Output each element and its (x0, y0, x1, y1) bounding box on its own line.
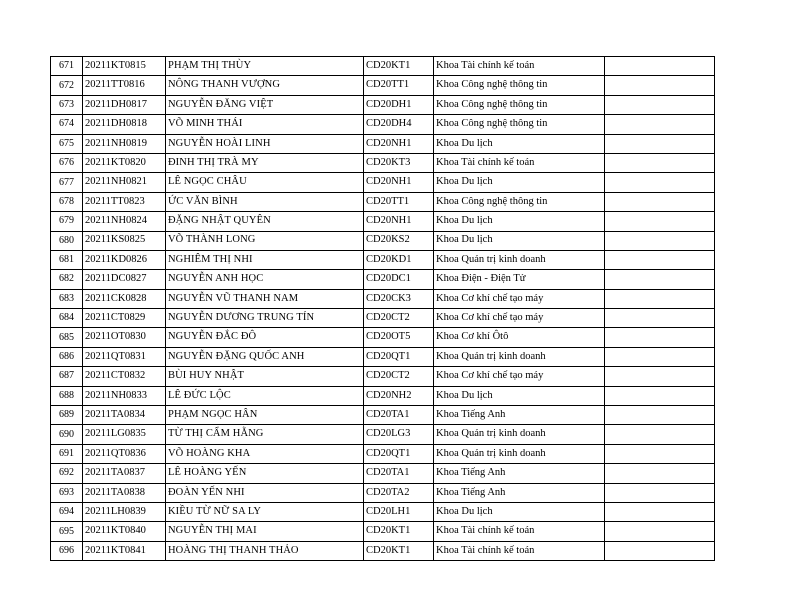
row-number: 686 (51, 347, 83, 366)
class-code: CD20NH1 (364, 173, 434, 192)
class-code: CD20CK3 (364, 289, 434, 308)
note-cell (605, 115, 715, 134)
student-name: NGUYỄN ANH HỌC (166, 270, 364, 289)
class-code: CD20NH2 (364, 386, 434, 405)
student-code: 20211KT0840 (83, 522, 166, 541)
class-code: CD20CT2 (364, 367, 434, 386)
table-row (51, 347, 715, 366)
department: Khoa Du lịch (434, 212, 605, 231)
student-code: 20211CK0828 (83, 289, 166, 308)
student-name: VÕ THÀNH LONG (166, 231, 364, 250)
student-name: NGUYỄN THỊ MAI (166, 522, 364, 541)
note-cell (605, 483, 715, 502)
table-row (51, 76, 715, 95)
note-cell (605, 522, 715, 541)
note-cell (605, 289, 715, 308)
note-cell (605, 425, 715, 444)
note-cell (605, 153, 715, 172)
table-row (51, 173, 715, 192)
row-number: 675 (51, 134, 83, 153)
student-name: ĐINH THỊ TRÀ MY (166, 153, 364, 172)
row-number: 692 (51, 464, 83, 483)
department: Khoa Điện - Điện Tử (434, 270, 605, 289)
table-row (51, 289, 715, 308)
student-code: 20211DC0827 (83, 270, 166, 289)
student-code: 20211LG0835 (83, 425, 166, 444)
class-code: CD20KT1 (364, 57, 434, 76)
table-row (51, 367, 715, 386)
student-name: NGUYỄN HOÀI LINH (166, 134, 364, 153)
row-number: 691 (51, 444, 83, 463)
department: Khoa Du lịch (434, 173, 605, 192)
row-number: 687 (51, 367, 83, 386)
student-code: 20211LH0839 (83, 502, 166, 521)
department: Khoa Tài chính kế toán (434, 522, 605, 541)
class-code: CD20QT1 (364, 347, 434, 366)
class-code: CD20KT3 (364, 153, 434, 172)
note-cell (605, 502, 715, 521)
table-row (51, 425, 715, 444)
row-number: 689 (51, 406, 83, 425)
table-row (51, 309, 715, 328)
note-cell (605, 347, 715, 366)
student-name: PHẠM THỊ THÙY (166, 57, 364, 76)
student-list-table (50, 56, 715, 561)
student-name: VÕ HOÀNG KHA (166, 444, 364, 463)
department: Khoa Tài chính kế toán (434, 57, 605, 76)
note-cell (605, 444, 715, 463)
student-code: 20211OT0830 (83, 328, 166, 347)
note-cell (605, 367, 715, 386)
student-code: 20211KT0815 (83, 57, 166, 76)
department: Khoa Công nghệ thông tin (434, 76, 605, 95)
note-cell (605, 76, 715, 95)
table-row (51, 444, 715, 463)
note-cell (605, 250, 715, 269)
student-code: 20211CT0829 (83, 309, 166, 328)
department: Khoa Quản trị kinh doanh (434, 347, 605, 366)
table-row (51, 541, 715, 560)
row-number: 690 (51, 425, 83, 444)
class-code: CD20KT1 (364, 541, 434, 560)
student-code: 20211TA0837 (83, 464, 166, 483)
table-row (51, 134, 715, 153)
class-code: CD20LH1 (364, 502, 434, 521)
class-code: CD20KT1 (364, 522, 434, 541)
student-code: 20211DH0818 (83, 115, 166, 134)
table-row (51, 250, 715, 269)
note-cell (605, 541, 715, 560)
row-number: 683 (51, 289, 83, 308)
department: Khoa Du lịch (434, 134, 605, 153)
student-name: NGUYỄN ĐẶNG QUỐC ANH (166, 347, 364, 366)
class-code: CD20KS2 (364, 231, 434, 250)
department: Khoa Quản trị kinh doanh (434, 425, 605, 444)
student-code: 20211TA0834 (83, 406, 166, 425)
department: Khoa Công nghệ thông tin (434, 115, 605, 134)
department: Khoa Cơ khí chế tạo máy (434, 309, 605, 328)
class-code: CD20CT2 (364, 309, 434, 328)
department: Khoa Du lịch (434, 231, 605, 250)
department: Khoa Du lịch (434, 386, 605, 405)
table-row (51, 328, 715, 347)
class-code: CD20LG3 (364, 425, 434, 444)
row-number: 695 (51, 522, 83, 541)
table-row (51, 270, 715, 289)
row-number: 677 (51, 173, 83, 192)
class-code: CD20TT1 (364, 192, 434, 211)
student-name: LÊ ĐỨC LỘC (166, 386, 364, 405)
department: Khoa Quản trị kinh doanh (434, 444, 605, 463)
row-number: 684 (51, 309, 83, 328)
department: Khoa Cơ khí chế tạo máy (434, 367, 605, 386)
department: Khoa Cơ khí Ôtô (434, 328, 605, 347)
student-code: 20211DH0817 (83, 95, 166, 114)
student-name: ỨC VĂN BÌNH (166, 192, 364, 211)
student-code: 20211KT0841 (83, 541, 166, 560)
row-number: 682 (51, 270, 83, 289)
class-code: CD20TA1 (364, 406, 434, 425)
student-name: NGUYỄN ĐĂNG VIỆT (166, 95, 364, 114)
note-cell (605, 57, 715, 76)
row-number: 693 (51, 483, 83, 502)
student-name: NGHIÊM THỊ NHI (166, 250, 364, 269)
class-code: CD20NH1 (364, 212, 434, 231)
student-code: 20211CT0832 (83, 367, 166, 386)
class-code: CD20NH1 (364, 134, 434, 153)
table-row (51, 522, 715, 541)
student-name: NÔNG THANH VƯỢNG (166, 76, 364, 95)
row-number: 696 (51, 541, 83, 560)
student-code: 20211NH0821 (83, 173, 166, 192)
table-row (51, 386, 715, 405)
class-code: CD20OT5 (364, 328, 434, 347)
student-code: 20211QT0836 (83, 444, 166, 463)
student-code: 20211NH0819 (83, 134, 166, 153)
note-cell (605, 134, 715, 153)
note-cell (605, 192, 715, 211)
student-name: NGUYỄN DƯƠNG TRUNG TÍN (166, 309, 364, 328)
student-code: 20211NH0833 (83, 386, 166, 405)
student-name: TỪ THỊ CẨM HẰNG (166, 425, 364, 444)
row-number: 694 (51, 502, 83, 521)
department: Khoa Tiếng Anh (434, 464, 605, 483)
class-code: CD20TA1 (364, 464, 434, 483)
department: Khoa Tiếng Anh (434, 483, 605, 502)
student-name: LÊ NGỌC CHÂU (166, 173, 364, 192)
table-row (51, 57, 715, 76)
row-number: 674 (51, 115, 83, 134)
department: Khoa Quản trị kinh doanh (434, 250, 605, 269)
student-code: 20211TT0823 (83, 192, 166, 211)
student-name: NGUYỄN ĐẮC ĐÔ (166, 328, 364, 347)
row-number: 676 (51, 153, 83, 172)
student-name: LÊ HOÀNG YẾN (166, 464, 364, 483)
note-cell (605, 231, 715, 250)
table-row (51, 231, 715, 250)
note-cell (605, 309, 715, 328)
table-row (51, 115, 715, 134)
student-code: 20211TA0838 (83, 483, 166, 502)
student-code: 20211KD0826 (83, 250, 166, 269)
student-name: PHẠM NGỌC HÂN (166, 406, 364, 425)
department: Khoa Tiếng Anh (434, 406, 605, 425)
note-cell (605, 328, 715, 347)
row-number: 672 (51, 76, 83, 95)
row-number: 685 (51, 328, 83, 347)
student-code: 20211TT0816 (83, 76, 166, 95)
class-code: CD20KD1 (364, 250, 434, 269)
student-list-body (51, 57, 715, 561)
note-cell (605, 173, 715, 192)
note-cell (605, 95, 715, 114)
table-row (51, 95, 715, 114)
student-name: KIỀU TỪ NỮ SA LY (166, 502, 364, 521)
student-name: ĐẶNG NHẬT QUYÊN (166, 212, 364, 231)
note-cell (605, 386, 715, 405)
student-name: HOÀNG THỊ THANH THẢO (166, 541, 364, 560)
department: Khoa Tài chính kế toán (434, 541, 605, 560)
table-row (51, 483, 715, 502)
row-number: 679 (51, 212, 83, 231)
student-code: 20211NH0824 (83, 212, 166, 231)
table-row (51, 464, 715, 483)
row-number: 680 (51, 231, 83, 250)
table-row (51, 212, 715, 231)
department: Khoa Cơ khí chế tạo máy (434, 289, 605, 308)
department: Khoa Tài chính kế toán (434, 153, 605, 172)
class-code: CD20DH1 (364, 95, 434, 114)
table-row (51, 406, 715, 425)
table-row (51, 502, 715, 521)
department: Khoa Công nghệ thông tin (434, 192, 605, 211)
class-code: CD20QT1 (364, 444, 434, 463)
table-row (51, 153, 715, 172)
student-code: 20211QT0831 (83, 347, 166, 366)
row-number: 688 (51, 386, 83, 405)
row-number: 673 (51, 95, 83, 114)
student-code: 20211KS0825 (83, 231, 166, 250)
class-code: CD20TT1 (364, 76, 434, 95)
note-cell (605, 464, 715, 483)
row-number: 671 (51, 57, 83, 76)
class-code: CD20TA2 (364, 483, 434, 502)
student-name: NGUYỄN VŨ THANH NAM (166, 289, 364, 308)
student-code: 20211KT0820 (83, 153, 166, 172)
student-name: ĐOÀN YẾN NHI (166, 483, 364, 502)
class-code: CD20DH4 (364, 115, 434, 134)
row-number: 678 (51, 192, 83, 211)
department: Khoa Công nghệ thông tin (434, 95, 605, 114)
student-name: BÙI HUY NHẬT (166, 367, 364, 386)
table-row (51, 192, 715, 211)
row-number: 681 (51, 250, 83, 269)
note-cell (605, 212, 715, 231)
note-cell (605, 270, 715, 289)
student-name: VÕ MINH THÁI (166, 115, 364, 134)
class-code: CD20DC1 (364, 270, 434, 289)
department: Khoa Du lịch (434, 502, 605, 521)
note-cell (605, 406, 715, 425)
